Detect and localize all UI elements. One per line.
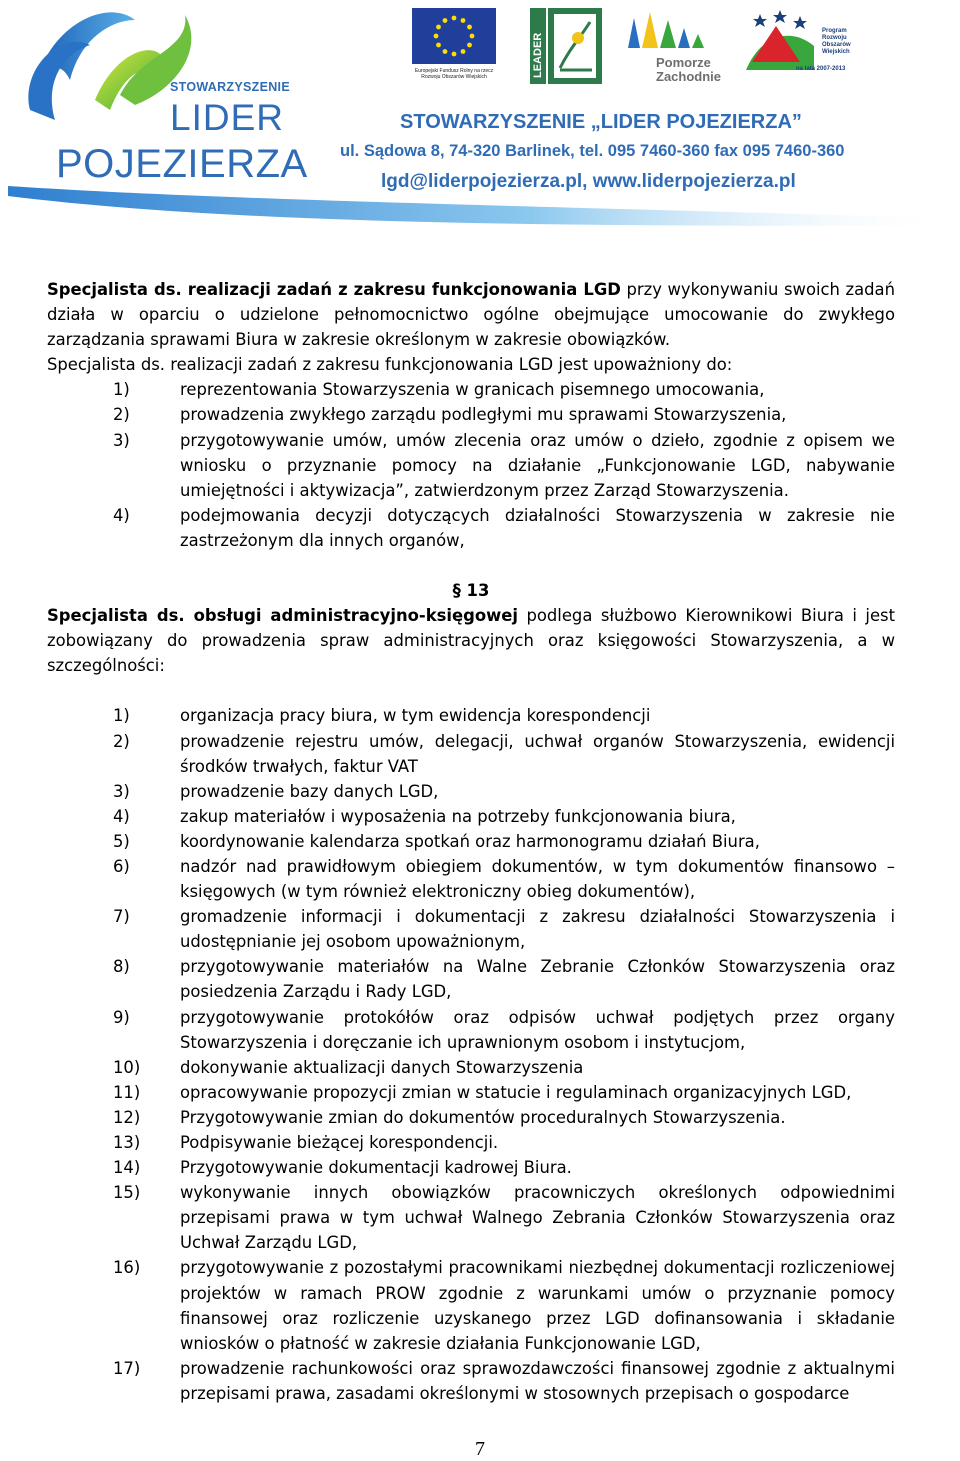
list-text: wykonywanie innych obowiązków pracowniczych określonych odpowiednimi przepisami prawa w tym uchwał Walnego Zebrania Członków Stowarzyszenia oraz Uchwał Zarządu LGD, xyxy=(180,1183,895,1253)
list-item xyxy=(47,1005,895,1055)
prow-logo xyxy=(740,6,860,86)
logo-lider-text: LIDER xyxy=(170,97,284,138)
intro-paragraph xyxy=(47,277,895,352)
list-text: koordynowanie kalendarza spotkań oraz harmonogramu działań Biura, xyxy=(180,831,760,851)
list-item xyxy=(47,402,895,427)
list-number: 5) xyxy=(113,831,130,851)
list-number: 2) xyxy=(113,405,130,425)
list-text: organizacja pracy biura, w tym ewidencja korespondencji xyxy=(180,706,651,726)
organization-address: ul. Sądowa 8, 74-320 Barlinek, tel. 095 7460-360 fax 095 7460-360 xyxy=(340,142,845,160)
list-number: 4) xyxy=(113,505,130,525)
prow-emblem-icon xyxy=(740,6,820,72)
list-number: 6) xyxy=(113,856,130,876)
list-text: prowadzenia zwykłego zarządu podległymi mu sprawami Stowarzyszenia, xyxy=(180,405,787,425)
list-text: przygotowywanie protokółów oraz odpisów uchwał podjętych przez organy Stowarzyszenia i doręczanie ich uprawnionym osobom i instytucjom, xyxy=(180,1007,895,1052)
list-text: przygotowywanie z pozostałymi pracownikami niezbędnej dokumentacji rozliczeniowej projektów w ramach PROW zgodnie z warunkami umów o przyznanie pomocy finansowej oraz rozliczenie uzyskanego przez LGD dofinansowania i składanie wniosków o płatność w zakresie działania Funkcjonowanie LGD, xyxy=(180,1258,895,1353)
list-item xyxy=(47,829,895,854)
list-item xyxy=(47,779,895,804)
organization-contact: lgd@liderpojezierza.pl, www.liderpojezierza.pl xyxy=(381,171,796,192)
pomorze-flag-icon xyxy=(620,8,732,54)
list-item xyxy=(47,428,895,503)
list-number: 17) xyxy=(113,1358,141,1378)
list-number: 7) xyxy=(113,907,130,927)
list-item xyxy=(47,1180,895,1255)
list-text: Przygotowywanie dokumentacji kadrowej Biura. xyxy=(180,1158,572,1178)
spacer xyxy=(47,553,895,578)
partner-logos xyxy=(410,6,860,86)
logo-stowarzyszenie-text: STOWARZYSZENIE xyxy=(170,80,290,94)
authorization-list xyxy=(47,377,895,553)
role-title: Specjalista ds. obsługi administracyjno-księgowej xyxy=(47,606,518,626)
list-text: prowadzenie bazy danych LGD, xyxy=(180,781,439,801)
list-number: 8) xyxy=(113,957,130,977)
document-body xyxy=(47,277,895,1406)
authorization-paragraph: Specjalista ds. realizacji zadań z zakresu funkcjonowania LGD jest upoważniony do: xyxy=(47,355,733,375)
list-item xyxy=(47,854,895,904)
list-text: zakup materiałów i wyposażenia na potrzeby funkcjonowania biura, xyxy=(180,806,736,826)
list-text: gromadzenie informacji i dokumentacji z zakresu działalności Stowarzyszenia i udostępnianie jej osobom upoważnionym, xyxy=(180,907,895,952)
role-title: Specjalista ds. realizacji zadań z zakresu funkcjonowania LGD xyxy=(47,280,621,299)
list-text: prowadzenie rachunkowości oraz sprawozdawczości finansowej zgodnie z aktualnymi przepisami prawa, zasadami określonymi w stosownych przepisach o gospodarce xyxy=(180,1358,895,1403)
pomorze-zachodnie-logo xyxy=(620,8,732,86)
list-number: 2) xyxy=(113,731,130,751)
organization-title: STOWARZYSZENIE „LIDER POJEZIERZA” xyxy=(400,111,802,133)
list-number: 1) xyxy=(113,380,130,400)
page-number: 7 xyxy=(475,1438,485,1460)
list-item xyxy=(47,1130,895,1155)
list-item xyxy=(47,1356,895,1406)
prow-years: na lata 2007-2013 xyxy=(796,66,846,72)
section-paragraph xyxy=(47,603,895,678)
intro-text: przy wykonywaniu swoich zadań działa w oparciu o udzielone pełnomocnictwo ogólne obejmujące umocowanie do zwykłego zarządzania sprawami Biura w zakresie określonym w zakresie obowiązków. xyxy=(47,280,895,350)
eu-flag xyxy=(412,8,496,64)
list-text: Przygotowywanie zmian do dokumentów proceduralnych Stowarzyszenia. xyxy=(180,1107,786,1127)
list-text: Podpisywanie bieżącej korespondencji. xyxy=(180,1133,499,1152)
list-number: 4) xyxy=(113,806,130,826)
list-item xyxy=(47,729,895,779)
list-item xyxy=(47,1105,895,1130)
list-number: 13) xyxy=(113,1133,141,1152)
list-item xyxy=(47,1255,895,1355)
list-item xyxy=(47,503,895,553)
section-heading: § 13 xyxy=(452,581,490,601)
list-item xyxy=(47,904,895,954)
list-item xyxy=(47,954,895,1004)
list-item xyxy=(47,703,895,728)
prow-text: Program Rozwoju Obszarów Wiejskich xyxy=(822,28,851,55)
list-number: 9) xyxy=(113,1007,130,1027)
list-number: 10) xyxy=(113,1057,141,1077)
eu-stars-icon xyxy=(412,8,496,64)
duties-list xyxy=(47,703,895,1406)
list-number: 15) xyxy=(113,1183,141,1203)
leader-logo xyxy=(530,8,602,84)
list-text: podejmowania decyzji dotyczących działalności Stowarzyszenia w zakresie nie zastrzeżonym dla innych organów, xyxy=(180,505,895,550)
list-text: dokonywanie aktualizacji danych Stowarzyszenia xyxy=(180,1057,584,1077)
list-number: 12) xyxy=(113,1107,141,1127)
list-number: 3) xyxy=(113,781,130,801)
pomorze-text: Pomorze Zachodnie xyxy=(656,55,722,84)
list-item xyxy=(47,377,895,402)
list-number: 11) xyxy=(113,1082,141,1102)
list-text: prowadzenie rejestru umów, delegacji, uchwał organów Stowarzyszenia, ewidencji środków trwałych, faktur VAT xyxy=(180,731,895,776)
list-item xyxy=(47,1055,895,1080)
list-item xyxy=(47,1080,895,1105)
list-text: przygotowywanie materiałów na Walne Zebranie Członków Stowarzyszenia oraz posiedzenia Zarządu i Rady LGD, xyxy=(180,957,895,1002)
list-text: nadzór nad prawidłowym obiegiem dokumentów, w tym dokumentów finansowo – księgowych (w tym również elektroniczny obieg dokumentów), xyxy=(180,856,895,902)
letterhead xyxy=(0,0,960,250)
leader-text: LEADER xyxy=(532,32,544,78)
list-item xyxy=(47,804,895,829)
list-text: reprezentowania Stowarzyszenia w granicach pisemnego umocowania, xyxy=(180,380,765,400)
list-text: przygotowywanie umów, umów zlecenia oraz umów o dzieło, zgodnie z opisem we wniosku o przyznanie pomocy na działanie „Funkcjonowanie LGD, nabywanie umiejętności i aktywizacja”, zatwierdzonym przez Zarząd Stowarzyszenia. xyxy=(180,430,895,500)
list-item xyxy=(47,1155,895,1180)
section-text: podlega służbowo Kierownikowi Biura i jest zobowiązany do prowadzenia spraw administracyjnych oraz księgowości Stowarzyszenia, a w szczególności: xyxy=(47,606,895,676)
eu-caption: Europejski Fundusz Rolny na rzecz Rozwoju Obszarów Wiejskich xyxy=(414,68,494,80)
list-text: opracowywanie propozycji zmian w statucie i regulaminach organizacyjnych LGD, xyxy=(180,1082,852,1102)
list-number: 16) xyxy=(113,1258,141,1278)
spacer xyxy=(47,678,895,703)
list-number: 14) xyxy=(113,1158,141,1178)
list-number: 3) xyxy=(113,430,130,450)
logo-pojezierza-text: POJEZIERZA xyxy=(56,142,308,186)
eu-flag-logo xyxy=(410,6,498,86)
list-number: 1) xyxy=(113,706,130,726)
